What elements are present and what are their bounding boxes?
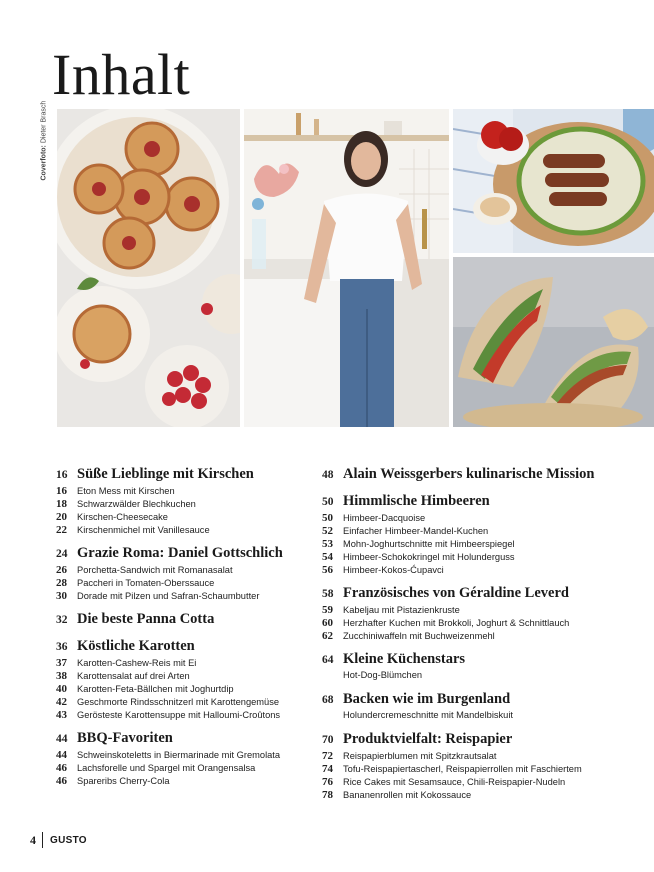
toc-entry[interactable] xyxy=(56,670,306,683)
toc-section-page: 44 xyxy=(56,733,68,745)
toc-entry-title: Kabeljau mit Pistazienkruste xyxy=(343,605,460,615)
toc-entry[interactable] xyxy=(322,525,632,538)
page-footer xyxy=(30,832,87,848)
toc-entry-page: 44 xyxy=(56,749,67,761)
toc-entry-page: 46 xyxy=(56,762,67,774)
toc-entry[interactable] xyxy=(56,511,306,524)
toc-section-title: Alain Weissgerbers kulinarische Mission xyxy=(343,466,595,482)
toc-entry-page: 56 xyxy=(322,564,333,576)
toc-entry-title: Reispapierblumen mit Spitzkrautsalat xyxy=(343,751,497,761)
toc-entry-title: Lachsforelle und Spargel mit Orangensalsa xyxy=(77,763,256,773)
toc-section-heading[interactable] xyxy=(322,466,632,485)
toc-section-title: Backen wie im Burgenland xyxy=(343,691,511,707)
toc-entry-title: Rice Cakes mit Sesamsauce, Chili-Reispapier-Nudeln xyxy=(343,777,566,787)
toc-entry-title: Mohn-Joghurtschnitte mit Himbeerspiegel xyxy=(343,539,515,549)
toc-section-heading[interactable] xyxy=(56,545,306,564)
toc-section-heading[interactable] xyxy=(322,731,632,750)
toc-section-page: 70 xyxy=(322,734,334,746)
toc-entry-title: Tofu-Reispapiertascherl, Reispapierrollen mit Faschiertem xyxy=(343,764,582,774)
toc-entry-page: 18 xyxy=(56,498,67,510)
toc-section xyxy=(56,466,306,537)
toc-section-heading[interactable] xyxy=(322,651,632,670)
toc-entry-title: Paccheri in Tomaten-Oberssauce xyxy=(77,578,215,588)
toc-entry-page: 59 xyxy=(322,604,333,616)
toc-entry[interactable] xyxy=(56,590,306,603)
toc-entry-title: Schweinskoteletts in Biermarinade mit Gremolata xyxy=(77,750,281,760)
toc-entry-title: Himbeer-Kokos-Ćupavci xyxy=(343,565,444,575)
toc-entry-title: Kirschenmichel mit Vanillesauce xyxy=(77,525,210,535)
toc-entry[interactable] xyxy=(322,564,632,577)
toc-entry-page: 42 xyxy=(56,696,67,708)
toc-entry[interactable] xyxy=(322,604,632,617)
toc-section-page: 48 xyxy=(322,469,334,481)
toc-section-page: 32 xyxy=(56,614,68,626)
toc-entry[interactable] xyxy=(322,789,632,802)
toc-section xyxy=(322,651,632,683)
toc-entry-title: Karotten-Cashew-Reis mit Ei xyxy=(77,658,197,668)
toc-section-page: 16 xyxy=(56,469,68,481)
toc-entry-page: 62 xyxy=(322,630,333,642)
toc-entry-page: 38 xyxy=(56,670,67,682)
toc-section xyxy=(322,466,632,485)
sandwich-photo xyxy=(453,257,654,427)
toc-entry-title: Karotten-Feta-Bällchen mit Joghurtdip xyxy=(77,684,234,694)
toc-entry-page: 28 xyxy=(56,577,67,589)
credit-label: Coverfoto: xyxy=(40,145,48,181)
toc-section-page: 68 xyxy=(322,694,334,706)
toc-section-title: Produktvielfalt: Reispapier xyxy=(343,731,513,747)
toc-entry[interactable] xyxy=(56,564,306,577)
toc-entry-title: Himbeer-Dacquoise xyxy=(343,513,426,523)
toc-entry[interactable] xyxy=(56,524,306,537)
toc-section-title: Grazie Roma: Daniel Gottschlich xyxy=(77,545,283,561)
kirsch-schnecken-photo xyxy=(57,109,240,427)
toc-entry[interactable] xyxy=(322,538,632,551)
toc-entry[interactable] xyxy=(56,657,306,670)
daniel-gottschlich-portrait xyxy=(244,109,449,427)
toc-entry[interactable] xyxy=(322,750,632,763)
toc-section-page: 64 xyxy=(322,654,334,666)
toc-entry-page: 40 xyxy=(56,683,67,695)
toc-entry[interactable] xyxy=(322,763,632,776)
toc-section xyxy=(56,730,306,788)
toc-entry-title: Porchetta-Sandwich mit Romanasalat xyxy=(77,565,233,575)
toc-section-heading[interactable] xyxy=(322,691,632,710)
toc-column-right xyxy=(322,466,632,810)
toc-entry[interactable] xyxy=(322,551,632,564)
toc-section-heading[interactable] xyxy=(322,493,632,512)
toc-section-page: 24 xyxy=(56,548,68,560)
toc-entry[interactable] xyxy=(322,617,632,630)
toc-entry-page: 54 xyxy=(322,551,333,563)
toc-entry[interactable] xyxy=(56,577,306,590)
toc-entry[interactable] xyxy=(56,683,306,696)
toc-entry-page: 52 xyxy=(322,525,333,537)
toc-entry-title: Spareribs Cherry-Cola xyxy=(77,776,170,786)
page-title: Inhalt xyxy=(52,42,191,107)
toc-entry-page: 60 xyxy=(322,617,333,629)
toc-section-title: Die beste Panna Cotta xyxy=(77,611,215,627)
toc-section-heading[interactable] xyxy=(56,638,306,657)
toc-entry-title: Bananenrollen mit Kokossauce xyxy=(343,790,472,800)
toc-entry[interactable] xyxy=(56,696,306,709)
toc-section-page: 58 xyxy=(322,588,334,600)
toc-section-title: Kleine Küchenstars xyxy=(343,651,466,667)
toc-entry-page: 26 xyxy=(56,564,67,576)
bbq-cevapcici-photo xyxy=(453,109,654,253)
toc-entry-title: Holundercremeschnitte mit Mandelbiskuit xyxy=(343,710,513,720)
toc-entry-page: 30 xyxy=(56,590,67,602)
toc-entry-page: 72 xyxy=(322,750,333,762)
toc-section-title: Französisches von Géraldine Leverd xyxy=(343,585,569,601)
toc-entry-title: Einfacher Himbeer-Mandel-Kuchen xyxy=(343,526,489,536)
toc-entry[interactable] xyxy=(56,485,306,498)
credit-name: Dieter Brasch xyxy=(40,100,48,144)
toc-entry-title: Himbeer-Schokokringel mit Holunderguss xyxy=(343,552,515,562)
toc-entry-page: 22 xyxy=(56,524,67,536)
toc-entry-title: Dorade mit Pilzen und Safran-Schaumbutter xyxy=(77,591,260,601)
toc-entry[interactable] xyxy=(322,512,632,525)
toc-entry[interactable] xyxy=(56,775,306,788)
toc-entry-page: 50 xyxy=(322,512,333,524)
toc-section xyxy=(322,691,632,723)
toc-section xyxy=(56,545,306,603)
toc-section xyxy=(56,638,306,722)
toc-section-title: Köstliche Karotten xyxy=(77,638,195,654)
toc-entry-title: Hot-Dog-Blümchen xyxy=(343,670,423,680)
toc-entry-page: 76 xyxy=(322,776,333,788)
toc-section-heading[interactable] xyxy=(56,611,306,630)
toc-section-title: Süße Lieblinge mit Kirschen xyxy=(77,466,254,482)
toc-entry[interactable] xyxy=(322,776,632,789)
toc-entry-page: 43 xyxy=(56,709,67,721)
toc-section xyxy=(56,611,306,630)
footer-divider xyxy=(42,832,43,848)
toc-section xyxy=(322,731,632,802)
toc-section-title: BBQ-Favoriten xyxy=(77,730,173,746)
toc-entry[interactable] xyxy=(322,670,632,683)
toc-entry[interactable] xyxy=(56,749,306,762)
toc-entry-title: Karottensalat auf drei Arten xyxy=(77,671,190,681)
toc-entry-page: 46 xyxy=(56,775,67,787)
toc-entry[interactable] xyxy=(56,498,306,511)
toc-entry-title: Gerösteste Karottensuppe mit Halloumi-Croûtons xyxy=(77,710,281,720)
toc-section xyxy=(322,585,632,643)
toc-entry-page: 78 xyxy=(322,789,333,801)
toc-entry-title: Eton Mess mit Kirschen xyxy=(77,486,175,496)
toc-entry-title: Zucchiniwaffeln mit Buchweizenmehl xyxy=(343,631,495,641)
toc-entry-title: Schwarzwälder Blechkuchen xyxy=(77,499,196,509)
toc-entry-page: 20 xyxy=(56,511,67,523)
toc-entry-page: 37 xyxy=(56,657,67,669)
toc-section-heading[interactable] xyxy=(56,466,306,485)
toc-entry[interactable] xyxy=(322,630,632,643)
brand-logo: GUSTO xyxy=(50,834,87,846)
toc-entry-title: Kirschen-Cheesecake xyxy=(77,512,168,522)
toc-entry-page: 74 xyxy=(322,763,333,775)
page-number: 4 xyxy=(30,832,36,847)
toc-entry-page: 16 xyxy=(56,485,67,497)
toc-section-heading[interactable] xyxy=(56,730,306,749)
toc-section-page: 36 xyxy=(56,641,68,653)
toc-section-page: 50 xyxy=(322,496,334,508)
toc-entry-title: Geschmorte Rindsschnitzerl mit Karottengemüse xyxy=(77,697,280,707)
toc-entry-page: 53 xyxy=(322,538,333,550)
toc-section-title: Himmlische Himbeeren xyxy=(343,493,490,509)
toc-column-left xyxy=(56,466,306,796)
toc-entry[interactable] xyxy=(56,762,306,775)
toc-entry-title: Herzhafter Kuchen mit Brokkoli, Joghurt & Schnittlauch xyxy=(343,618,570,628)
toc-section-heading[interactable] xyxy=(322,585,632,604)
toc-entry[interactable] xyxy=(322,710,632,723)
toc-entry[interactable] xyxy=(56,709,306,722)
photo-credit xyxy=(39,100,49,182)
toc-section xyxy=(322,493,632,577)
